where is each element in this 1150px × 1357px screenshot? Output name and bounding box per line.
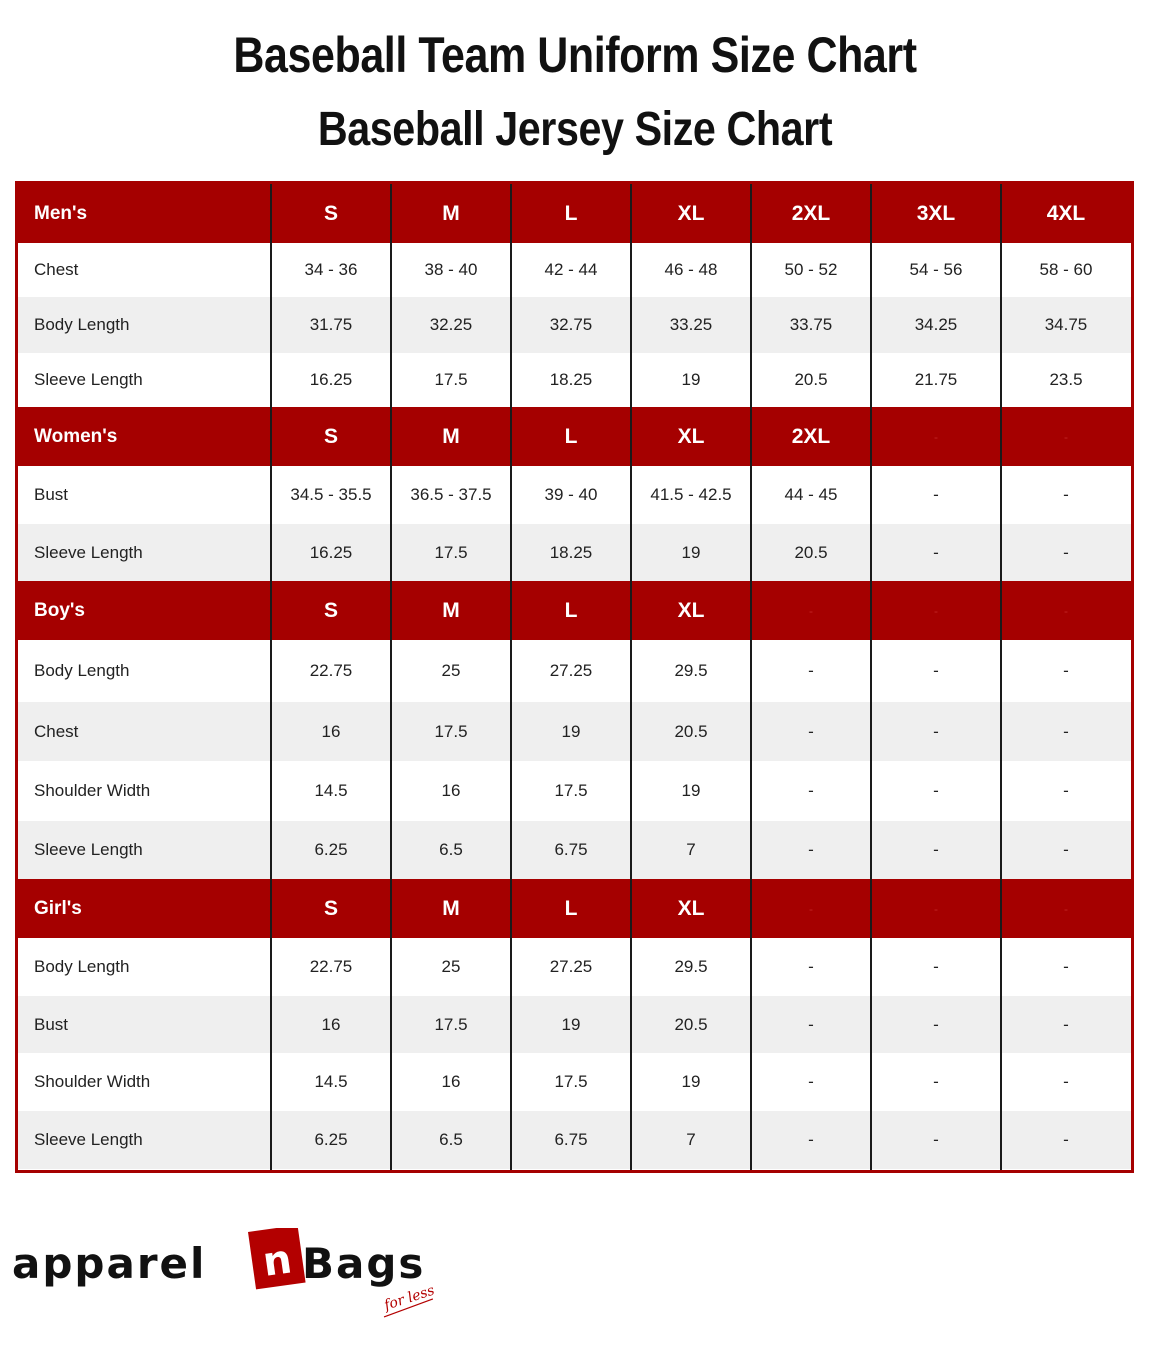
- size-header-cell: S: [323, 424, 338, 448]
- measurement-label: Shoulder Width: [34, 781, 151, 800]
- size-header-cell: XL: [677, 424, 705, 448]
- measurement-value: -: [1063, 840, 1069, 859]
- size-header-cell: -: [809, 603, 813, 618]
- measurement-value: -: [933, 781, 939, 800]
- measurement-value: 38 - 40: [424, 260, 478, 279]
- measurement-value: 14.5: [314, 1072, 348, 1091]
- measurement-value: -: [1063, 1072, 1069, 1091]
- measurement-value: 58 - 60: [1039, 260, 1093, 279]
- measurement-value: 42 - 44: [544, 260, 598, 279]
- size-header-cell: -: [934, 603, 938, 618]
- size-header-cell: L: [564, 424, 578, 448]
- column-divider: [870, 184, 872, 1170]
- table-row: [18, 996, 1131, 1053]
- logo-text-left: apparel: [12, 1239, 207, 1288]
- measurement-value: 16: [441, 1072, 461, 1091]
- measurement-value: 29.5: [674, 661, 708, 680]
- measurement-value: -: [933, 1014, 939, 1034]
- table-row: [18, 1053, 1131, 1111]
- measurement-value: 7: [686, 1130, 696, 1149]
- table-row: [18, 524, 1131, 581]
- measurement-value: 6.5: [439, 1130, 463, 1149]
- measurement-value: 34 - 36: [304, 260, 358, 279]
- size-header-cell: M: [442, 896, 460, 920]
- measurement-value: 33.75: [789, 315, 833, 334]
- measurement-value: 20.5: [794, 370, 828, 389]
- size-header-cell: 2XL: [791, 201, 831, 225]
- measurement-value: 17.5: [554, 1072, 588, 1091]
- measurement-label: Sleeve Length: [34, 1130, 143, 1149]
- section-header-row: [18, 184, 1131, 243]
- measurement-value: 23.5: [1049, 370, 1083, 389]
- measurement-value: 32.25: [429, 315, 473, 334]
- section-title: Women's: [34, 425, 118, 447]
- measurement-value: 19: [681, 1072, 701, 1091]
- measurement-value: 20.5: [674, 1014, 708, 1034]
- measurement-value: 34.5 - 35.5: [290, 485, 372, 504]
- measurement-value: -: [933, 661, 939, 680]
- measurement-value: 17.5: [434, 370, 468, 389]
- measurement-value: 6.75: [554, 1130, 588, 1149]
- measurement-value: 20.5: [674, 721, 708, 741]
- measurement-label: Sleeve Length: [34, 840, 143, 859]
- measurement-value: 19: [681, 542, 701, 562]
- measurement-value: 17.5: [554, 781, 588, 800]
- measurement-label: Bust: [34, 485, 69, 504]
- measurement-value: -: [1063, 485, 1069, 504]
- measurement-value: -: [808, 1072, 814, 1091]
- measurement-value: -: [933, 485, 939, 504]
- measurement-value: -: [1063, 721, 1069, 741]
- measurement-value: -: [1063, 542, 1069, 562]
- measurement-value: -: [1063, 1014, 1069, 1034]
- measurement-value: 25: [441, 957, 461, 976]
- measurement-value: -: [808, 957, 814, 976]
- measurement-value: 6.5: [439, 840, 463, 859]
- column-divider: [750, 184, 752, 1170]
- size-header-cell: M: [442, 201, 460, 225]
- measurement-value: -: [808, 781, 814, 800]
- measurement-value: -: [933, 721, 939, 741]
- table-row: [18, 243, 1131, 297]
- table-row: [18, 353, 1131, 407]
- column-divider: [510, 184, 512, 1170]
- measurement-value: -: [808, 721, 814, 741]
- measurement-label: Body Length: [34, 957, 130, 976]
- size-chart-table: [15, 181, 1134, 1173]
- measurement-label: Body Length: [34, 315, 130, 334]
- measurement-value: 22.75: [309, 661, 353, 680]
- column-divider: [630, 184, 632, 1170]
- size-header-cell: L: [564, 896, 578, 920]
- table-row: [18, 466, 1131, 524]
- section-header-row: [18, 879, 1131, 938]
- measurement-value: 6.25: [314, 1130, 348, 1149]
- measurement-value: -: [933, 957, 939, 976]
- section-header-row: [18, 407, 1131, 466]
- column-divider: [390, 184, 392, 1170]
- size-header-cell: -: [1064, 429, 1068, 444]
- measurement-value: 16: [321, 1014, 341, 1034]
- measurement-label: Chest: [34, 260, 79, 279]
- brand-logo: [12, 1228, 442, 1328]
- measurement-value: 34.75: [1044, 315, 1088, 334]
- measurement-value: 19: [681, 370, 701, 389]
- table-row: [18, 640, 1131, 702]
- measurement-label: Sleeve Length: [34, 370, 143, 389]
- size-header-cell: M: [442, 424, 460, 448]
- logo-text-middle: n: [260, 1236, 295, 1286]
- table-row: [18, 761, 1131, 821]
- size-header-cell: S: [323, 896, 338, 920]
- table-row: [18, 1111, 1131, 1169]
- measurement-value: 6.25: [314, 840, 348, 859]
- measurement-value: -: [933, 1072, 939, 1091]
- measurement-label: Bust: [34, 1014, 69, 1034]
- measurement-value: 6.75: [554, 840, 588, 859]
- measurement-value: 14.5: [314, 781, 348, 800]
- measurement-value: 7: [686, 840, 696, 859]
- measurement-value: 29.5: [674, 957, 708, 976]
- measurement-value: 20.5: [794, 542, 828, 562]
- measurement-value: 34.25: [914, 315, 958, 334]
- measurement-value: -: [1063, 781, 1069, 800]
- size-header-cell: L: [564, 201, 578, 225]
- section-title: Men's: [34, 202, 88, 224]
- logo-n-badge: [248, 1228, 306, 1289]
- size-header-cell: -: [934, 901, 938, 916]
- measurement-value: 19: [561, 721, 581, 741]
- size-header-cell: XL: [677, 598, 705, 622]
- measurement-value: 41.5 - 42.5: [650, 485, 732, 504]
- measurement-value: 36.5 - 37.5: [410, 485, 492, 504]
- measurement-value: 46 - 48: [664, 260, 718, 279]
- measurement-value: 27.25: [549, 661, 593, 680]
- measurement-value: 44 - 45: [784, 485, 838, 504]
- measurement-value: -: [1063, 1130, 1069, 1149]
- logo-text-right: Bags: [302, 1239, 426, 1288]
- table-row: [18, 297, 1131, 353]
- size-header-cell: S: [323, 201, 338, 225]
- size-header-cell: 4XL: [1046, 201, 1086, 225]
- measurement-value: 27.25: [549, 957, 593, 976]
- column-divider: [1000, 184, 1002, 1170]
- size-header-cell: -: [1064, 603, 1068, 618]
- measurement-value: 50 - 52: [784, 260, 838, 279]
- measurement-value: 17.5: [434, 721, 468, 741]
- section-header-row: [18, 581, 1131, 640]
- measurement-label: Shoulder Width: [34, 1072, 151, 1091]
- measurement-value: 16: [441, 781, 461, 800]
- logo-tagline-text: for less: [382, 1282, 437, 1314]
- measurement-value: 19: [561, 1014, 581, 1034]
- measurement-label: Chest: [34, 721, 79, 741]
- measurement-value: 17.5: [434, 1014, 468, 1034]
- measurement-value: 17.5: [434, 542, 468, 562]
- column-divider: [270, 184, 272, 1170]
- measurement-value: 22.75: [309, 957, 353, 976]
- page-title: Baseball Team Uniform Size Chart: [233, 27, 917, 83]
- size-header-cell: XL: [677, 896, 705, 920]
- measurement-value: 19: [681, 781, 701, 800]
- measurement-value: 21.75: [914, 370, 958, 389]
- measurement-value: 31.75: [309, 315, 353, 334]
- measurement-value: -: [933, 840, 939, 859]
- size-header-cell: -: [1064, 901, 1068, 916]
- measurement-value: -: [808, 1130, 814, 1149]
- measurement-value: -: [933, 542, 939, 562]
- size-header-cell: L: [564, 598, 578, 622]
- measurement-value: -: [1063, 661, 1069, 680]
- measurement-value: -: [1063, 957, 1069, 976]
- measurement-value: -: [808, 1014, 814, 1034]
- measurement-value: 25: [441, 661, 461, 680]
- table-row: [18, 702, 1131, 761]
- size-header-cell: 2XL: [791, 424, 831, 448]
- measurement-value: 32.75: [549, 315, 593, 334]
- measurement-value: 16.25: [309, 542, 353, 562]
- measurement-value: -: [808, 661, 814, 680]
- size-header-cell: S: [323, 598, 338, 622]
- size-header-cell: -: [934, 429, 938, 444]
- measurement-value: 18.25: [549, 370, 593, 389]
- page-subtitle: Baseball Jersey Size Chart: [317, 103, 833, 156]
- measurement-value: 18.25: [549, 542, 593, 562]
- section-title: Girl's: [34, 897, 82, 919]
- size-header-cell: -: [809, 901, 813, 916]
- measurement-value: -: [933, 1130, 939, 1149]
- table-row: [18, 938, 1131, 996]
- size-header-cell: 3XL: [916, 201, 956, 225]
- measurement-value: 54 - 56: [909, 260, 963, 279]
- section-title: Boy's: [34, 599, 85, 621]
- measurement-label: Sleeve Length: [34, 542, 143, 562]
- measurement-value: 33.25: [669, 315, 713, 334]
- size-header-cell: XL: [677, 201, 705, 225]
- measurement-label: Body Length: [34, 661, 130, 680]
- measurement-value: 39 - 40: [544, 485, 598, 504]
- table-row: [18, 821, 1131, 879]
- measurement-value: 16.25: [309, 370, 353, 389]
- size-header-cell: M: [442, 598, 460, 622]
- measurement-value: 16: [321, 721, 341, 741]
- measurement-value: -: [808, 840, 814, 859]
